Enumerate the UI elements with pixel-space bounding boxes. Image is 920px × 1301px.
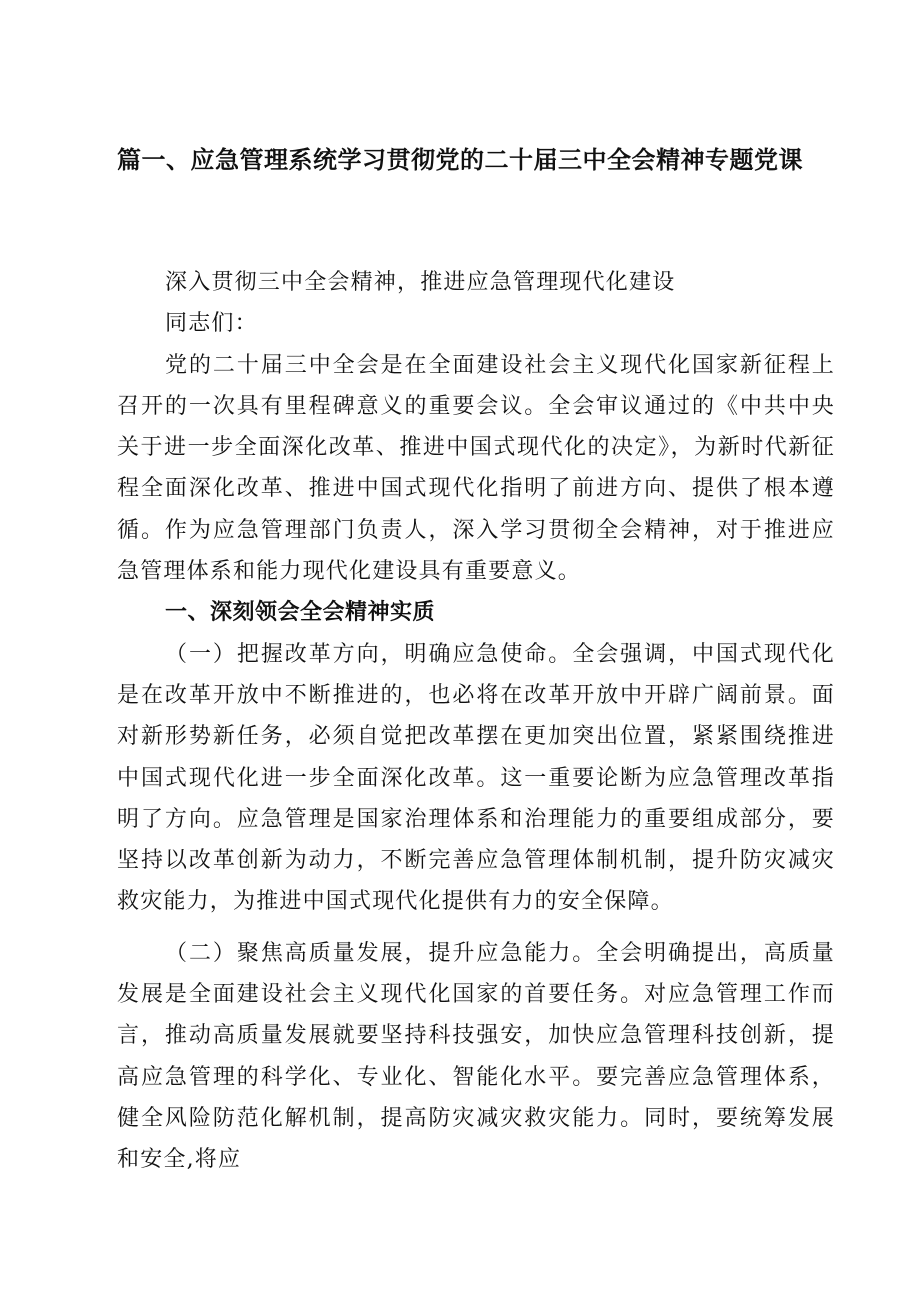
paragraph-gap: [117, 923, 835, 933]
document-body: [117, 262, 835, 1181]
greeting: 同志们：: [165, 311, 258, 337]
section-heading-1: 一、深刻领会全会精神实质: [165, 600, 436, 626]
paragraph-1: （一）把握改革方向，明确应急使命。全会强调，中国式现代化是在改革开放中不断推进的，也必将在改革开放中开辟广阔前景。面对新形势新任务，必须自觉把改革摆在更加突出位置，紧紧围绕推进中国式现代化进一步全面深化改革。这一重要论断为应急管理改革指明了方向。应急管理是国家治理体系和治理能力的重要组成部分，要坚持以改革创新为动力，不断完善应急管理体制机制，提升防灾减灾救灾能力，为推进中国式现代化提供有力的安全保障。: [117, 641, 835, 915]
document-subtitle: 深入贯彻三中全会精神，推进应急管理现代化建设: [165, 270, 676, 295]
document-title: 篇一、应急管理系统学习贯彻党的二十届三中全会精神专题党课: [117, 146, 803, 174]
intro-paragraph: 党的二十届三中全会是在全面建设社会主义现代化国家新征程上召开的一次具有里程碑意义的重要会议。全会审议通过的《中共中央关于进一步全面深化改革、推进中国式现代化的决定》，为新时代新征程全面深化改革、推进中国式现代化指明了前进方向、提供了根本遵循。作为应急管理部门负责人，深入学习贯彻全会精神，对于推进应急管理体系和能力现代化建设具有重要意义。: [117, 352, 835, 585]
paragraph-2: （二）聚焦高质量发展，提升应急能力。全会明确提出，高质量发展是全面建设社会主义现代化国家的首要任务。对应急管理工作而言，推动高质量发展就要坚持科技强安，加快应急管理科技创新，提高应急管理的科学化、专业化、智能化水平。要完善应急管理体系，健全风险防范化解机制，提高防灾减灾救灾能力。同时，要统筹发展和安全,将应: [117, 940, 835, 1173]
